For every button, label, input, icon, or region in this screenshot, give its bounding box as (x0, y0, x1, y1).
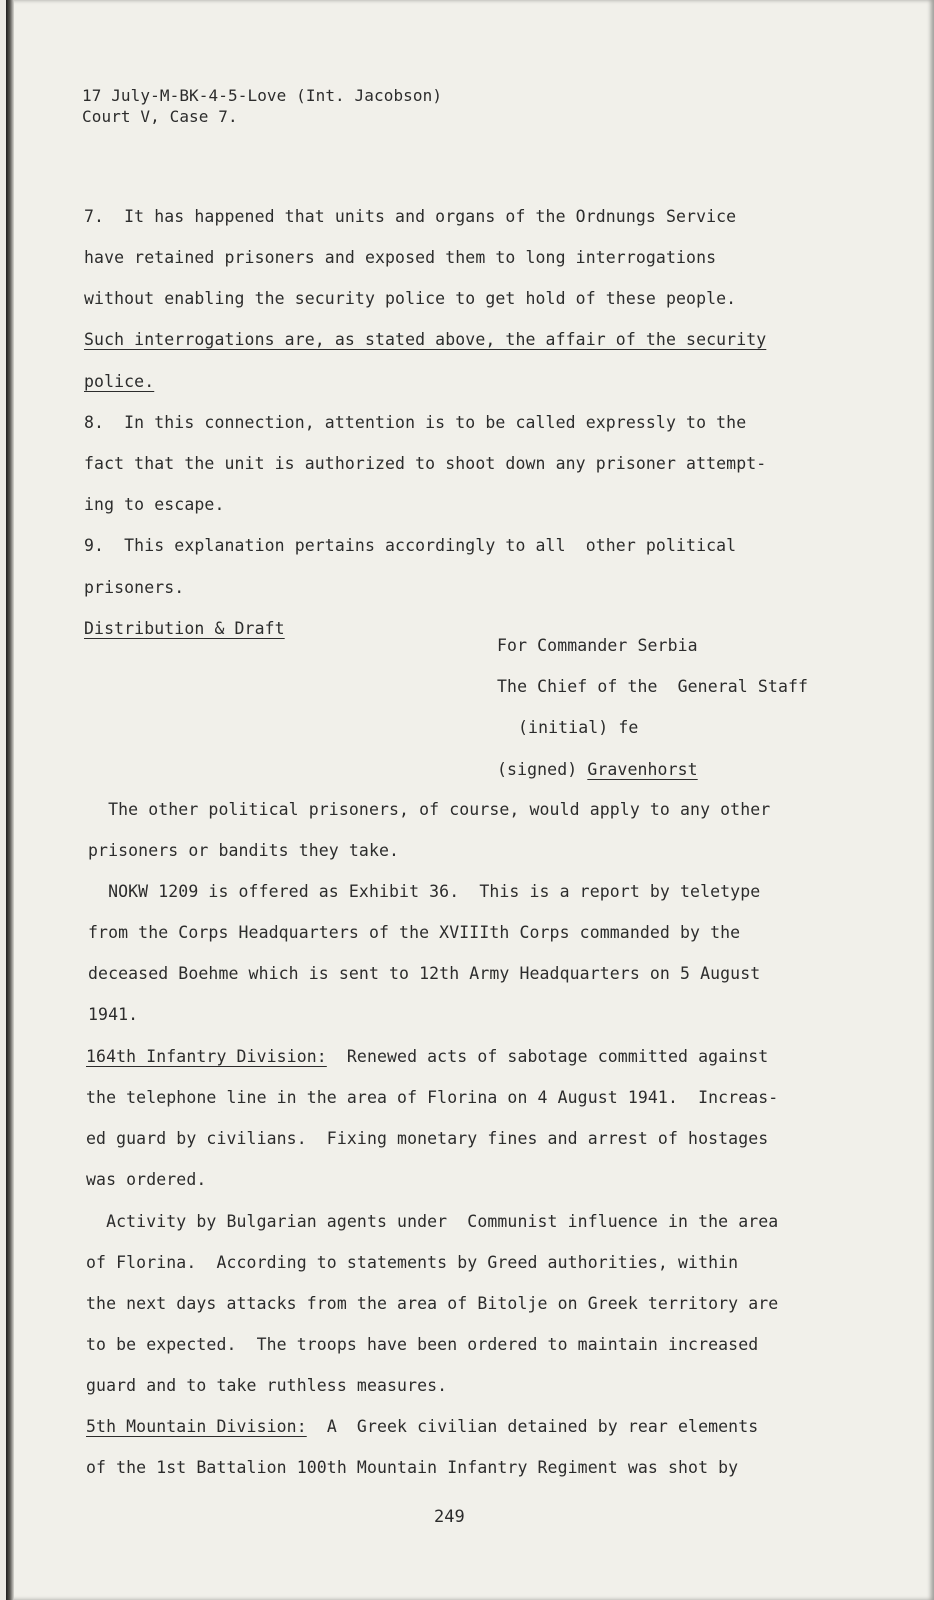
document-page (6, 0, 934, 1600)
header-line-2: Court V, Case 7. (82, 107, 238, 126)
signature-chief: The Chief of the General Staff (497, 677, 809, 696)
distribution-heading: Distribution & Draft (84, 619, 285, 638)
paragraph-7-line-3: without enabling the security police to get hold of these people. (84, 289, 737, 308)
activity-line-4: to be expected. The troops have been ordered to maintain increased (86, 1335, 759, 1354)
division-164-line-1 (86, 1047, 768, 1067)
paragraph-8-line-3: ing to escape. (84, 495, 225, 514)
division-164-line-2: the telephone line in the area of Florina on 4 August 1941. Increas- (86, 1088, 779, 1107)
division-5-label: 5th Mountain Division: (86, 1417, 307, 1436)
division-5-line-2: of the 1st Battalion 100th Mountain Infantry Regiment was shot by (86, 1458, 739, 1477)
paragraph-7-line-4: Such interrogations are, as stated above, the affair of the security (84, 330, 767, 349)
division-164-label: 164th Infantry Division: (86, 1047, 327, 1066)
paragraph-7-line-1: 7. It has happened that units and organs of the Ordnungs Service (84, 207, 737, 226)
activity-line-3: the next days attacks from the area of Bitolje on Greek territory are (86, 1294, 779, 1313)
division-164-text: Renewed acts of sabotage committed against (326, 1047, 769, 1066)
commentary-line-6: 1941. (88, 1005, 139, 1024)
division-5-text: A Greek civilian detained by rear elements (306, 1417, 759, 1436)
paragraph-9-line-2: prisoners. (84, 578, 185, 597)
division-164-line-3: ed guard by civilians. Fixing monetary fines and arrest of hostages (86, 1129, 769, 1148)
paragraph-8-line-2: fact that the unit is authorized to shoot down any prisoner attempt- (84, 454, 767, 473)
signature-name: Gravenhorst (587, 760, 698, 779)
page-number: 249 (434, 1507, 465, 1527)
commentary-line-4: from the Corps Headquarters of the XVIIIth Corps commanded by the (88, 923, 741, 942)
paragraph-9-line-1: 9. This explanation pertains accordingly to all other political (84, 536, 737, 555)
page-edge-shadow (6, 0, 14, 1600)
division-164-line-4: was ordered. (86, 1170, 207, 1189)
header-line-1: 17 July-M-BK-4-5-Love (Int. Jacobson) (82, 86, 443, 105)
activity-line-1: Activity by Bulgarian agents under Communist influence in the area (86, 1212, 779, 1231)
signature-initial: (initial) fe (518, 718, 639, 737)
paragraph-8-line-1: 8. In this connection, attention is to be called expressly to the (84, 413, 747, 432)
signature-signed-prefix: (signed) (497, 760, 588, 779)
division-5-line-1 (86, 1417, 758, 1437)
activity-line-2: of Florina. According to statements by Greed authorities, within (86, 1253, 739, 1272)
commentary-line-1: The other political prisoners, of course, would apply to any other (88, 800, 771, 819)
commentary-line-5: deceased Boehme which is sent to 12th Army Headquarters on 5 August (88, 964, 761, 983)
commentary-line-2: prisoners or bandits they take. (88, 841, 400, 860)
paragraph-7-line-2: have retained prisoners and exposed them to long interrogations (84, 248, 717, 267)
commentary-line-3: NOKW 1209 is offered as Exhibit 36. This is a report by teletype (88, 882, 761, 901)
signature-signed (497, 760, 698, 780)
activity-line-5: guard and to take ruthless measures. (86, 1376, 448, 1395)
signature-for: For Commander Serbia (497, 636, 698, 655)
paragraph-7-line-5: police. (84, 372, 155, 391)
